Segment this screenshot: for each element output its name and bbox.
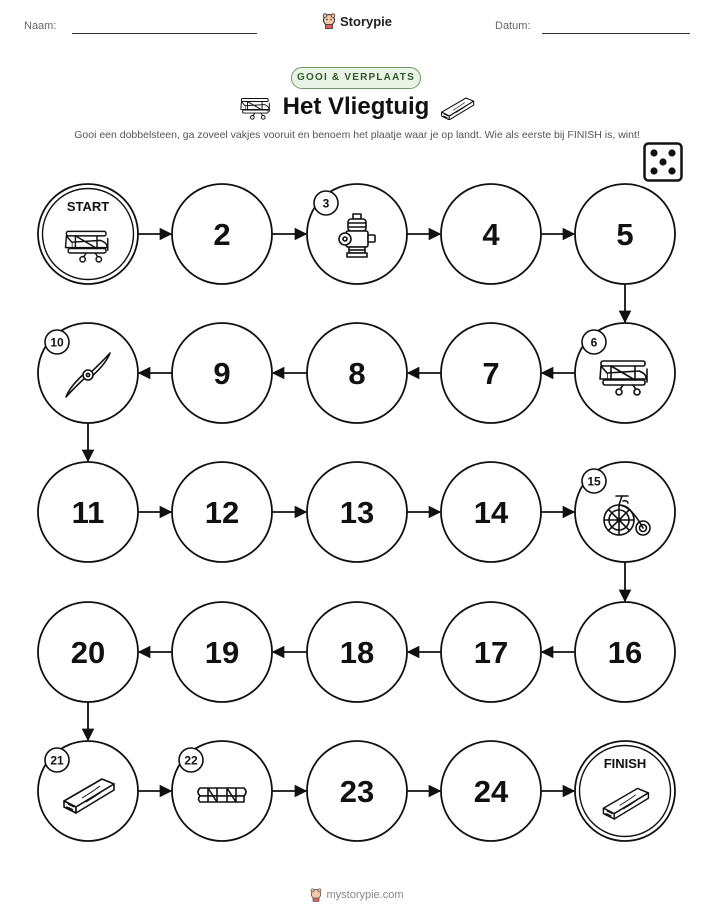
space-number: 23 bbox=[339, 774, 375, 809]
start-space bbox=[38, 184, 138, 284]
board-space bbox=[38, 462, 138, 562]
board-space bbox=[307, 462, 407, 562]
space-number: 13 bbox=[339, 495, 375, 530]
space-number: 6 bbox=[590, 335, 598, 350]
board-space bbox=[575, 184, 675, 284]
board-space bbox=[307, 323, 407, 423]
board-space bbox=[38, 741, 138, 841]
footer bbox=[0, 888, 714, 902]
game-type-badge: GOOI & VERPLAATS bbox=[291, 67, 421, 89]
space-number: 4 bbox=[482, 217, 500, 252]
board-space bbox=[575, 602, 675, 702]
board-space bbox=[172, 462, 272, 562]
space-number: 16 bbox=[607, 635, 643, 670]
space-number: 19 bbox=[204, 635, 240, 670]
space-number: 11 bbox=[71, 495, 105, 530]
space-label: START bbox=[66, 199, 110, 214]
space-number: 21 bbox=[50, 753, 64, 768]
page-title: Het Vliegtuig bbox=[282, 93, 430, 120]
space-number: 2 bbox=[213, 217, 231, 252]
space-number: 24 bbox=[473, 774, 509, 809]
board-space bbox=[575, 323, 675, 423]
board-space bbox=[172, 184, 272, 284]
board-space bbox=[575, 462, 675, 562]
board-space bbox=[441, 323, 541, 423]
board-space bbox=[38, 323, 138, 423]
space-number: 18 bbox=[339, 635, 375, 670]
board-space bbox=[172, 323, 272, 423]
board-space bbox=[307, 602, 407, 702]
space-number: 3 bbox=[322, 196, 330, 211]
space-number: 17 bbox=[473, 635, 509, 670]
space-number: 9 bbox=[213, 356, 231, 391]
board-space bbox=[307, 741, 407, 841]
board-space bbox=[441, 184, 541, 284]
board-space bbox=[441, 741, 541, 841]
space-number: 14 bbox=[473, 495, 509, 530]
board-space bbox=[307, 184, 407, 284]
brand-name: Storypie bbox=[340, 13, 393, 29]
board-space bbox=[38, 602, 138, 702]
space-number: 12 bbox=[204, 495, 240, 530]
board-space bbox=[441, 462, 541, 562]
space-number: 8 bbox=[348, 356, 366, 391]
board-space bbox=[441, 602, 541, 702]
date-label: Datum: bbox=[495, 20, 531, 32]
footer-url: mystorypie.com bbox=[326, 889, 404, 901]
wing-icon bbox=[198, 788, 246, 802]
board-space bbox=[172, 602, 272, 702]
space-number: 22 bbox=[184, 753, 198, 768]
space-number: 20 bbox=[70, 635, 106, 670]
space-label: FINISH bbox=[603, 756, 647, 771]
finish-space bbox=[575, 741, 675, 841]
name-label: Naam: bbox=[24, 20, 57, 32]
space-number: 15 bbox=[587, 474, 601, 489]
instructions: Gooi een dobbelsteen, ga zoveel vakjes vooruit en benoem het plaatje waar je op landt. Wie als eerste bij FINISH is, wint! bbox=[74, 129, 640, 141]
storypie-logo-icon bbox=[310, 888, 322, 902]
space-number: 5 bbox=[616, 217, 634, 252]
space-number: 7 bbox=[482, 356, 500, 391]
board-space bbox=[172, 741, 272, 841]
space-number: 10 bbox=[50, 335, 64, 350]
